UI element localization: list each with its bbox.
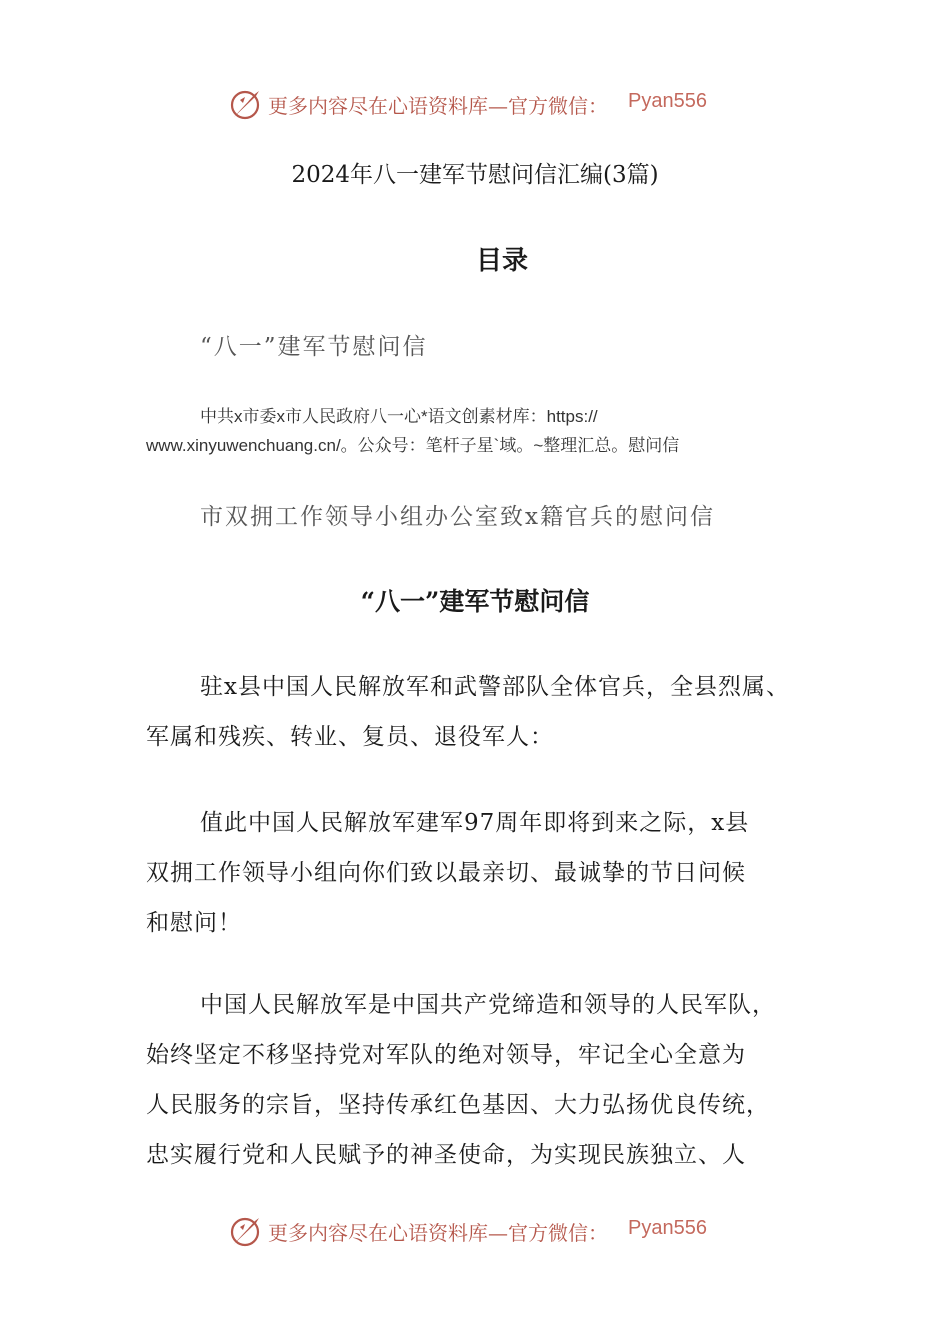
body-paragraph <box>146 798 846 948</box>
quill-pen-logo-icon <box>228 1213 264 1249</box>
toc-heading: 目录 <box>475 246 528 276</box>
document-title: 2024年八一建军节慰问信汇编(3篇) <box>291 162 659 188</box>
toc-note <box>146 402 679 460</box>
paragraph-line: 双拥工作领导小组向你们致以最亲切、最诚挚的节日问候 <box>146 860 746 886</box>
quill-pen-logo-icon <box>228 86 264 122</box>
banner-wechat-id: Pyan556 <box>628 1217 707 1239</box>
body-paragraph <box>146 980 846 1180</box>
paragraph-line: 军属和残疾、转业、复员、退役军人： <box>146 724 554 750</box>
paragraph-line: 忠实履行党和人民赋予的神圣使命，为实现民族独立、人 <box>146 1142 746 1168</box>
toc-item[interactable]: 市双拥工作领导小组办公室致x籍官兵的慰问信 <box>200 504 715 530</box>
paragraph-line: 人民服务的宗旨，坚持传承红色基因、大力弘扬优良传统， <box>146 1092 770 1118</box>
paragraph-line: 和慰问！ <box>146 910 242 936</box>
toc-note-line: www.xinyuwenchuang.cn/。公众号：笔杆子星`域。~整理汇总。慰问信 <box>146 436 680 455</box>
paragraph-line: 驻x县中国人民解放军和武警部队全体官兵，全县烈属、 <box>200 674 790 700</box>
toc-item[interactable]: “八一”建军节慰问信 <box>200 334 428 360</box>
paragraph-line: 始终坚定不移坚持党对军队的绝对领导，牢记全心全意为 <box>146 1042 746 1068</box>
banner-text: 更多内容尽在心语资料库—官方微信： <box>268 94 608 118</box>
paragraph-line: 中国人民解放军是中国共产党缔造和领导的人民军队， <box>200 992 776 1018</box>
toc-note-line: 中共x市委x市人民政府八一心*语文创素材库：https:// <box>200 407 598 426</box>
header-banner <box>0 84 950 124</box>
section-title: “八一”建军节慰问信 <box>360 587 590 616</box>
footer-banner <box>0 1211 950 1251</box>
body-paragraph <box>146 662 846 762</box>
paragraph-line: 值此中国人民解放军建军97周年即将到来之际，x县 <box>200 810 750 836</box>
banner-text: 更多内容尽在心语资料库—官方微信： <box>268 1221 608 1245</box>
banner-wechat-id: Pyan556 <box>628 90 707 112</box>
